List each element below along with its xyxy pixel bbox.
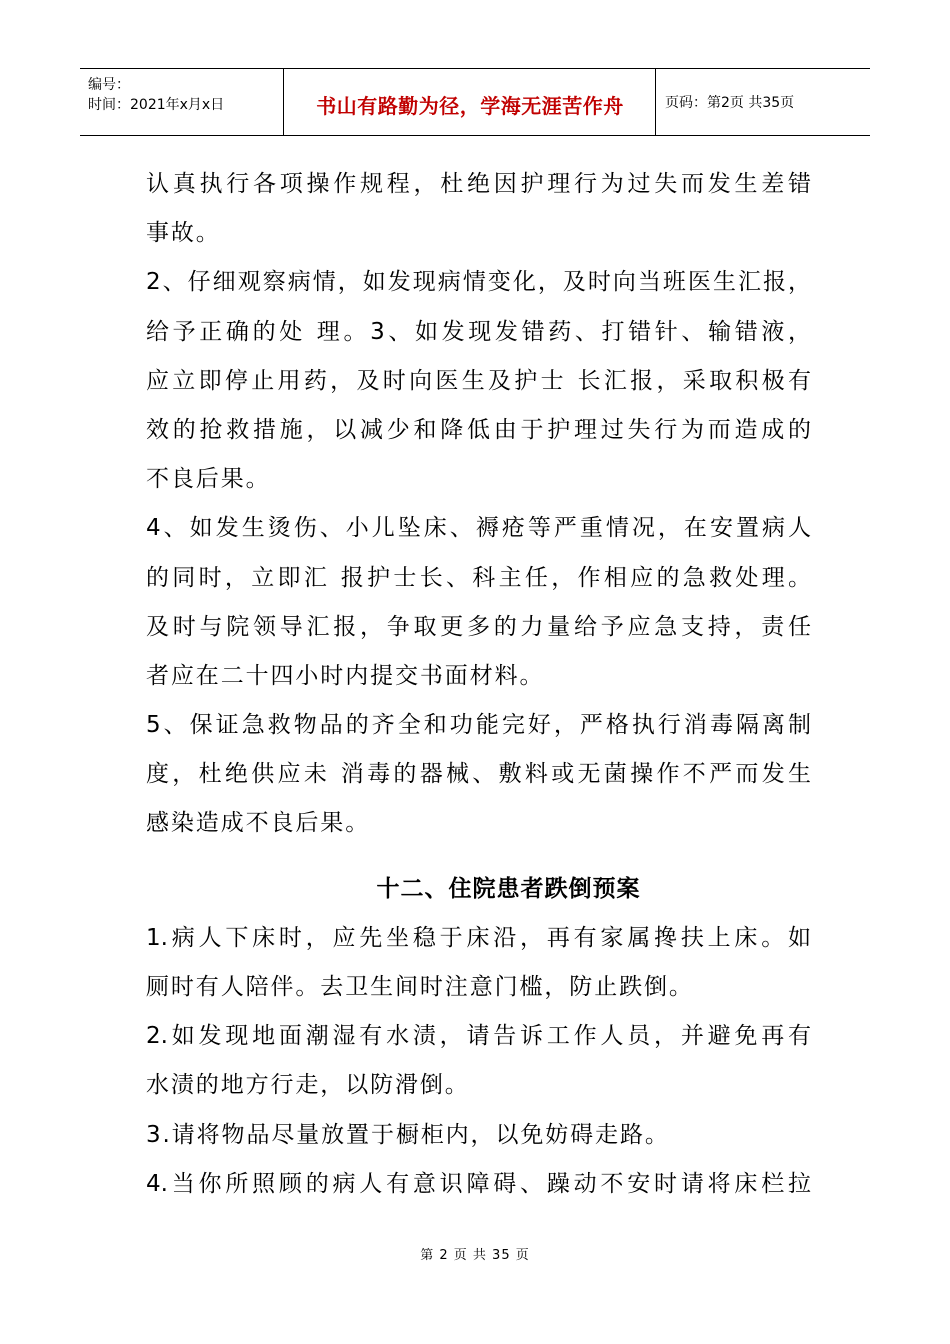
section-line: 1.病人下床时，应先坐稳于床沿，再有家属搀扶上床。如 (146, 924, 811, 951)
section-line: 2.如发现地面潮湿有水渍，请告诉工作人员，并避免再有 (146, 1023, 811, 1050)
header-motto: 书山有路勤为径，学海无涯苦作舟 (316, 93, 624, 118)
section-line: 厕时有人陪伴。去卫生间时注意门槛，防止跌倒。 (146, 974, 694, 1000)
body-line: 认真执行各项操作规程，杜绝因护理行为过失而发生差错 (146, 171, 811, 197)
body-line: 及时与院领导汇报，争取更多的力量给予应急支持，责任 (146, 613, 811, 640)
body-line: 5、保证急救物品的齐全和功能完好，严格执行消毒隔离制 (146, 712, 811, 739)
body-line: 度，杜绝供应未 消毒的器械、敷料或无菌操作不严而发生 (146, 761, 811, 788)
page-header (80, 68, 870, 136)
page-footer: 第 2 页 共 35 页 (420, 1248, 530, 1263)
header-meta (88, 75, 224, 115)
body-line: 事故。 (146, 220, 221, 247)
header-divider-right (655, 69, 656, 135)
body-line: 给予正确的处 理。3、如发现发错药、打错针、输错液， (146, 318, 811, 345)
body-line: 2、仔细观察病情，如发现病情变化，及时向当班医生汇报， (146, 269, 811, 296)
body-line: 感染造成不良后果。 (146, 810, 371, 837)
document-time-label: 时间：2021年x月x日 (88, 97, 225, 113)
section-line: 4.当你所照顾的病人有意识障碍、躁动不安时请将床栏拉 (146, 1170, 811, 1197)
section-line: 水渍的地方行走，以防滑倒。 (146, 1072, 470, 1099)
body-line: 应立即停止用药，及时向医生及护士 长汇报，采取积极有 (146, 367, 811, 394)
document-number-label: 编号： (88, 77, 130, 93)
body-line: 者应在二十四小时内提交书面材料。 (146, 662, 545, 689)
header-page-info: 页码：第2页 共35页 (665, 95, 795, 111)
header-divider-left (283, 69, 284, 135)
body-line: 不良后果。 (146, 466, 271, 493)
body-line: 4、如发生烫伤、小儿坠床、褥疮等严重情况，在安置病人 (146, 515, 811, 542)
section-line: 3.请将物品尽量放置于橱柜内，以免妨碍走路。 (146, 1121, 670, 1148)
section-title: 十二、住院患者跌倒预案 (376, 875, 641, 902)
document-body (146, 160, 811, 1209)
body-line: 效的抢救措施，以减少和降低由于护理过失行为而造成的 (146, 416, 811, 443)
body-line: 的同时，立即汇 报护士长、科主任，作相应的急救处理。 (146, 564, 811, 591)
